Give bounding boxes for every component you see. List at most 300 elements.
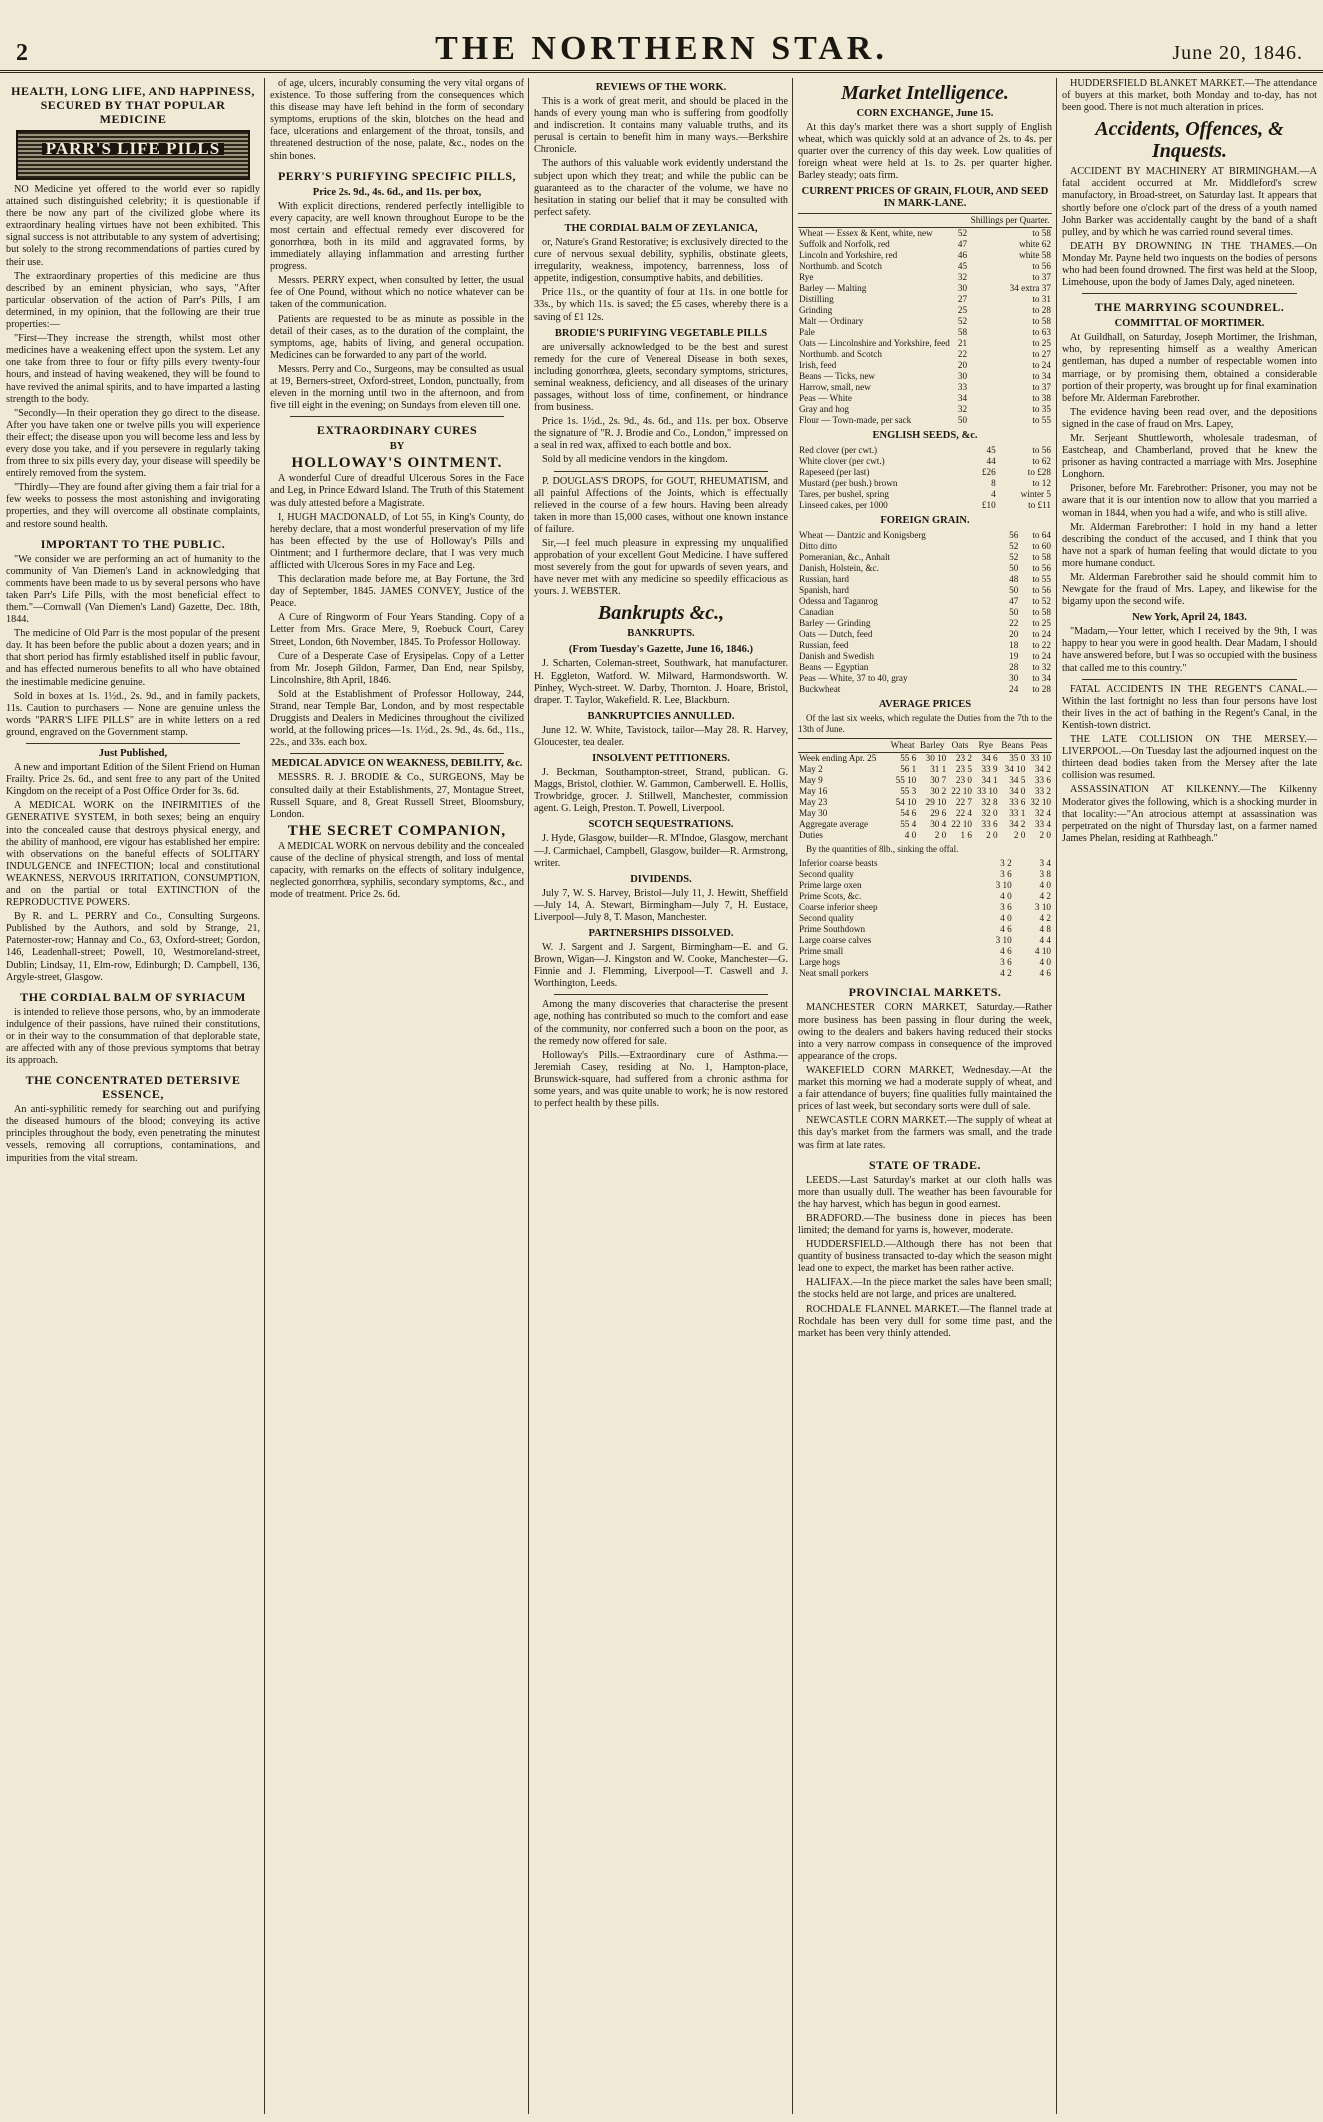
paragraph: J. Beckman, Southampton-street, Strand, publican. G. Maggs, Bristol, clothier. W. Gammon, Camberwell. E. Hollis, Trowbridge, grocer. J. Stillwell, Manchester, commission agent. G. Leigh, Preston. T. Powell, Liverpool. [534,767,788,815]
paragraph: ROCHDALE FLANNEL MARKET.—The flannel trade at Rochdale has been very dull for some time past, and the market has been very thinly attended. [798,1303,1052,1339]
table-row [798,819,1052,830]
table-cell: 3 4 [1039,858,1051,869]
table-cell: 56 [1009,530,1019,541]
table-cell: 3 10 [995,880,1012,891]
seed-prices-table [798,445,1052,511]
table-cell: Wheat — Dantzic and Konigsberg [799,530,926,541]
table-cell: Odessa and Taganrog [799,596,878,607]
table-cell: Coarse inferior sheep [799,902,878,913]
table-cell: to 25 [1032,618,1051,629]
paragraph: Of the last six weeks, which regulate the Duties from the 7th to the 13th of June. [798,713,1052,735]
table-cell: 33 6 [1009,797,1026,808]
table-row [798,404,1052,415]
table-cell: 32 [957,404,968,415]
table-cell: 34 2 [1009,819,1026,830]
table-cell: 20 [957,360,968,371]
section-subheading: BY [389,441,405,453]
table-cell: 58 [957,327,968,338]
table-cell: to 25 [1032,338,1051,349]
table-cell: to 62 [1032,456,1051,467]
table-cell: 50 [1009,563,1019,574]
section-heading: THE MARRYING SCOUNDREL. [1094,300,1285,315]
paragraph: P. DOUGLAS'S DROPS, for GOUT, RHEUMATISM, and all painful Affections of the Joints, which is effectually relieved in the course of a few hours. Having been already taken in more than 15,000 cases, without one known instance of failure. [534,475,788,535]
paragraph: The authors of this valuable work evidently understand the subject upon which they treat; and while the public can be guaranteed as to the character of the volume, we have no hesitation in stating our belief that it may be consulted with perfect safety. [534,158,788,218]
table-row [798,651,1052,662]
table-cell: 4 2 [1039,913,1051,924]
grain-prices-table [798,213,1052,426]
paragraph: LEEDS.—Last Saturday's market at our cloth halls was more than usually dull. The weather has been favourable for the hay harvest, which has begun in good earnest. [798,1174,1052,1210]
table-cell: 21 [957,338,968,349]
table-cell: Pale [799,327,815,338]
table-cell: 34 5 [1009,775,1026,786]
table-cell: to 56 [1032,563,1051,574]
table-row [798,775,1052,786]
paragraph: The medicine of Old Parr is the most popular of the present day. It has been before the public about a dozen years; and in that short period has firmly established itself in public favour, and has effected numerous benefits to all who have obtained the inestimable medicine genuine. [6,628,260,688]
table-cell: 34 6 [981,753,998,764]
table-cell: 28 [1009,662,1019,673]
table-cell: Beans — Ticks, new [799,371,876,382]
section-heading: THE CONCENTRATED DETERSIVE ESSENCE, [25,1073,241,1102]
section-heading: ENGLISH SEEDS, &c. [872,430,978,442]
table-row [798,902,1052,913]
table-cell: 55 3 [900,786,917,797]
table-cell: 33 6 [1034,775,1051,786]
table-cell: to 37 [1032,382,1051,393]
table-cell: 30 4 [930,819,947,830]
table-cell: 30 7 [930,775,947,786]
divider [1082,293,1297,294]
paragraph: BRADFORD.—The business done in pieces has been limited; the demand for yarns is, however, moderate. [798,1212,1052,1236]
paragraph: NEWCASTLE CORN MARKET.—The supply of wheat at this day's market from the farmers was small, and the trade was firm at late rates. [798,1115,1052,1151]
paragraph: July 7, W. S. Harvey, Bristol—July 11, J. Hewitt, Sheffield—July 14, A. Stewart, Birmingham—July 7, H. Eustace, Liverpool—July 8, T. Mason, Manchester. [534,887,788,923]
table-row [798,946,1052,957]
paragraph: Holloway's Pills.—Extraordinary cure of Asthma.—Jeremiah Casey, residing at No. 1, Hampton-place, Brunswick-square, had suffered from a chronic asthma for some years, and was quite unable to work; he is now restored to perfect health by these pills. [534,1049,788,1110]
table-cell: Week ending Apr. 25 [799,753,877,764]
section-heading: INSOLVENT PETITIONERS. [592,753,730,765]
paragraph: Sold by all medicine vendors in the kingdom. [542,454,728,466]
table-cell: Prime Southdown [799,924,866,935]
table-cell: 4 [991,489,996,500]
section-heading: THE CORDIAL BALM OF SYRIACUM [20,989,246,1004]
table-cell: to 55 [1032,574,1051,585]
table-row [798,316,1052,327]
paragraph: Sir,—I feel much pleasure in expressing my unqualified approbation of your excellent Gout Medicine. I have suffered most severely from the gout for upwards of seven years, and have never met with any medicine so speedily efficacious as yours. J. WEBSTER. [534,538,788,598]
table-row [798,673,1052,684]
paragraph: Messrs. Perry and Co., Surgeons, may be consulted as usual at 19, Berners-street, Oxford-street, London, punctually, from eleven in the morning until two in the afternoon, and from five till eight in the evening; on Sundays from eleven till one. [270,363,524,412]
table-cell: 23 5 [955,764,972,775]
table-row [798,478,1052,489]
section-heading: BANKRUPTS. [627,628,695,640]
paragraph: J. Hyde, Glasgow, builder—R. M'Indoe, Glasgow, merchant—J. Carmichael, Campbell, Glasgow, builder—R. Armstrong, writer. [534,833,788,869]
table-cell: 45 [957,261,968,272]
table-cell: 4 4 [1039,935,1051,946]
table-cell: to 22 [1032,640,1051,651]
table-row [798,574,1052,585]
table-row [798,563,1052,574]
table-row [798,305,1052,316]
paragraph: HUDDERSFIELD.—Although there has not been that quantity of business transacted to-day which the season might lead one to expect, the market has been rather active. [798,1239,1052,1275]
table-cell: 30 [957,283,968,294]
letter-dateline: New York, April 24, 1843. [1132,612,1247,624]
section-heading: AVERAGE PRICES [878,699,972,711]
table-cell: 31 1 [930,764,947,775]
column-rule [792,78,793,2114]
newspaper-title: THE NORTHERN STAR. [435,30,888,67]
parrs-life-pills-logo [16,130,250,180]
paragraph: WAKEFIELD CORN MARKET, Wednesday.—At the market this morning we had a moderate supply of wheat, and a fair attendance of buyers; fine qualities fully maintained the prices of last week, but secondary sorts were dull of sale. [798,1064,1052,1113]
table-row [798,261,1052,272]
table-cell: 33 10 [1030,753,1051,764]
table-row [798,445,1052,456]
table-cell: 50 [1009,585,1019,596]
table-row [798,272,1052,283]
table-cell: Mustard (per bush.) brown [799,478,898,489]
table-cell: 20 [1009,629,1019,640]
table-row [798,968,1052,979]
table-cell: Ditto ditto [799,541,838,552]
table-cell: 52 [1009,541,1019,552]
table-row [798,541,1052,552]
divider [1082,679,1297,680]
table-cell: Rye [799,272,814,283]
paragraph: "We consider we are performing an act of humanity to the community of Van Diemen's Land in acknowledging that comments have been made to us by several persons who have taken Parr's Life Pills, with the most beneficial effect to them."—Cornwall (Van Diemen's Land) Gazette, Dec. 18th, 1844. [6,553,260,626]
table-cell: 4 0 [1039,957,1051,968]
table-cell: to 28 [1032,305,1051,316]
table-row [798,500,1052,511]
column-3 [530,78,792,2114]
table-cell: 22 [957,349,968,360]
section-heading: PARTNERSHIPS DISSOLVED. [588,927,734,939]
table-row [798,629,1052,640]
table-cell: Oats — Dutch, feed [799,629,873,640]
table-cell: 4 2 [1000,968,1012,979]
paragraph: With explicit directions, rendered perfectly intelligible to every capacity, are well known throughout Europe to be the most certain and effectual remedy ever discovered for gonorrhœa, both in its mild and aggravated forms, by immediately allaying inflammation and arresting further progress. [270,200,524,273]
table-cell: to 12 [1032,478,1051,489]
paragraph: MANCHESTER CORN MARKET, Saturday.—Rather more business has been passing in flour during the week, owing to the dealers and bakers having reduced their stocks into a very narrow compass in consequence of the improved appearance of the crops. [798,1002,1052,1062]
table-cell: Red clover (per cwt.) [799,445,878,456]
table-cell: 30 2 [930,786,947,797]
table-cell: 25 [957,305,968,316]
paragraph: MESSRS. R. J. BRODIE & Co., SURGEONS, May be consulted daily at their Establishments, 27, Montague Street, Russell Square, and 8, Great Russell Street, Bloomsbury, London. [270,772,524,820]
table-cell: 3 2 [1000,858,1012,869]
table-row [798,250,1052,261]
table-cell: 29 10 [925,797,947,808]
table-cell: 34 extra 37 [1009,283,1051,294]
table-row [798,239,1052,250]
table-cell: 27 [957,294,968,305]
table-row [798,327,1052,338]
paragraph: Mr. Alderman Farebrother said he should commit him to Newgate for the fraud of Mrs. Lapey, and likewise for the bigamy upon the second wife. [1062,572,1317,608]
table-cell: to 31 [1032,294,1051,305]
table-cell: 4 6 [1039,968,1051,979]
paragraph: "Thirdly—They are found after giving them a fair trial for a few weeks to possess the most astonishing and invigorating properties, and they will overcome all obstinate complaints, and restore sound health. [6,482,260,530]
table-cell: to 58 [1032,228,1051,239]
table-cell: 4 0 [1000,913,1012,924]
table-cell: 34 1 [981,775,998,786]
table-cell: Lincoln and Yorkshire, red [799,250,898,261]
table-row [798,371,1052,382]
table-cell: 32 4 [1034,808,1051,819]
table-cell: 55 4 [900,819,917,830]
market-heading: Market Intelligence. [841,82,1009,104]
table-cell: Second quality [799,913,854,924]
paragraph: Cure of a Desperate Case of Erysipelas. Copy of a Letter from Mr. Joseph Gildon, Farmer, Dan End, near Spilsby, Lincolnshire, 8th April, 1846. [270,650,524,686]
paragraph: or, Nature's Grand Restorative; is exclusively directed to the cure of nervous sexual debility, syphilis, obstinate gleets, irregularity, weakness, impotency, barrenness, loss of appetite, indigestion, consumptive habits, and debilities. [534,236,788,285]
table-cell: 22 4 [955,808,972,819]
foreign-grain-table [798,530,1052,695]
table-cell: 2 0 [1013,830,1026,841]
section-heading: SCOTCH SEQUESTRATIONS. [588,819,734,831]
table-cell: 30 10 [925,753,947,764]
table-cell: 22 10 [951,786,972,797]
table-cell: 47 [1009,596,1019,607]
table-cell: May 30 [799,808,828,819]
table-row [798,880,1052,891]
section-heading: REVIEWS OF THE WORK. [595,82,727,93]
table-row [798,349,1052,360]
table-row [798,294,1052,305]
bankrupts-heading: Bankrupts &c., [597,602,725,625]
section-heading: DIVIDENDS. [630,873,692,885]
table-cell: Russian, feed [799,640,849,651]
column-rule [1056,78,1057,2114]
table-row [798,552,1052,563]
table-cell: Pomeranian, &c., Anhalt [799,552,891,563]
table-cell: Peas — White, 37 to 40, gray [799,673,908,684]
paragraph: "First—They increase the strength, whilst most other medicines have a weakening effect upon the system. Let any one take from three to four or fifty pills every twenty-four hours, and instead of having weakened, they will be found to have revived the animal spirits, and to have imparted a lasting strength to the body. [6,333,260,405]
section-subheading: COMMITTAL OF MORTIMER. [1114,318,1265,330]
table-cell: white 62 [1019,239,1051,250]
section-heading: Just Published, [98,748,168,760]
column-4 [794,78,1056,2114]
column-rule [264,78,265,2114]
table-header-cell: Peas [1026,739,1052,753]
table-row [798,891,1052,902]
table-cell: 35 0 [1009,753,1026,764]
section-heading: FOREIGN GRAIN. [880,515,970,527]
table-cell: 34 2 [1034,764,1051,775]
table-cell: Large coarse calves [799,935,872,946]
table-cell: 1 6 [960,830,972,841]
table-header-cell [798,214,957,228]
paragraph: ACCIDENT BY MACHINERY AT BIRMINGHAM.—A fatal accident occurred at Mr. Middleford's screw manufactory, in Broad-street, on Saturday last. It appears that shortly before one o'clock part of the dress of a youth named John Barker was accidentally caught by the band of a shaft pulley, and by which he was carried round several times. [1062,166,1317,238]
issue-date: June 20, 1846. [1172,42,1303,64]
table-cell: 33 6 [981,819,998,830]
table-cell: 33 4 [1034,819,1051,830]
table-cell: 4 0 [1039,880,1051,891]
table-cell: to 58 [1032,607,1051,618]
holloway-heading: HOLLOWAY'S OINTMENT. [291,455,503,472]
table-cell: to 58 [1032,552,1051,563]
table-cell: Prime large oxen [799,880,862,891]
paragraph: This declaration made before me, at Bay Fortune, the 3rd day of September, 1845. JAMES CONVEY, Justice of the Peace. [270,574,524,610]
table-cell: 19 [1009,651,1019,662]
table-row [798,607,1052,618]
table-cell: £26 [981,467,996,478]
paragraph: Mr. Alderman Farebrother: I hold in my hand a letter describing the conduct of the accused, and I think that you have not a spark of human feeling that would dictate to you more humane conduct. [1062,521,1317,569]
table-row [798,283,1052,294]
table-cell: 3 6 [1000,902,1012,913]
table-cell: 55 6 [900,753,917,764]
paragraph: "Secondly—In their operation they go direct to the disease. After you have taken one or twelve pills you will experience their effect; the disease upon you will become less and less by every dose you take, and if you persevere in regularly taking from three to six pills every day, your disease will speedily be entirely removed from the system. [6,407,260,480]
paragraph: HUDDERSFIELD BLANKET MARKET.—The attendance of buyers at this market, both Monday and to-day, has not been good. There is not much alteration in prices. [1062,78,1317,114]
table-cell: to 24 [1032,360,1051,371]
table-cell: 50 [957,415,968,426]
table-cell: 18 [1009,640,1019,651]
table-cell: to 56 [1032,261,1051,272]
table-cell: Oats — Lincolnshire and Yorkshire, feed [799,338,950,349]
table-cell: Buckwheat [799,684,841,695]
table-cell: winter 5 [1020,489,1051,500]
paragraph: ASSASSINATION AT KILKENNY.—The Kilkenny Moderator gives the following, which is a shocking murder in that locality:—"An atrocious attempt at assassination was perpetrated on the night of Thursday last, on a farmer named James Phelan, residing at Rathbeagh." [1062,784,1317,844]
table-cell: 4 8 [1039,924,1051,935]
table-header-cell: Wheat [888,739,917,753]
paragraph: NO Medicine yet offered to the world ever so rapidly attained such distinguished celebrity; it is questionable if there be now any part of the civilized globe where its extraordinary healing virtues have not been exhibited. This signal success is not attributable to any system of advertising; but solely to the strong recommendations of parties cured by their use. [6,184,260,268]
table-cell: 22 7 [955,797,972,808]
table-cell: 44 [986,456,996,467]
table-row [798,415,1052,426]
section-heading: CORN EXCHANGE, June 15. [856,108,994,119]
paragraph: of age, ulcers, incurably consuming the very vital organs of existence. To those suffering from the consequences which this disease may have left behind in the form of secondary symptoms, eruptions of the skin, blotches on the head and face, ulcerations and enlargement of the throat, tonsils, and threatened destruction of the nose, palate, &c., nodes on the shin bones. [270,78,524,162]
paragraph: HALIFAX.—In the piece market the sales have been small; the stocks held are not large, and prices are unaltered. [798,1277,1052,1301]
table-cell: 24 [1009,684,1019,695]
table-row [798,808,1052,819]
table-cell: to 64 [1032,530,1051,541]
paragraph: Among the many discoveries that characterise the present age, nothing has contributed so much to the comfort and ease of the community, nor conferred such a boon on the poor, as the remedy now offered for sale. [534,999,788,1047]
table-row [798,393,1052,404]
table-cell: to 60 [1032,541,1051,552]
table-cell: Peas — White [799,393,852,404]
table-row [798,786,1052,797]
table-cell: to 56 [1032,445,1051,456]
table-cell: Malt — Ordinary [799,316,864,327]
table-cell: 2 0 [934,830,947,841]
table-header-cell [798,739,888,753]
table-cell: Danish, Holstein, &c. [799,563,879,574]
paragraph: "Madam,—Your letter, which I received by the 9th, I was happy to hear you were in good health. Dear Madam, I should have answered before, but I was so occupied with the business that called me to this country." [1062,626,1317,674]
paragraph: By R. and L. PERRY and Co., Consulting Surgeons. Published by the Authors, and sold by Strange, 21, Paternoster-row; Hannay and Co., 63, Oxford-street; Gordon, 146, Leadenhall-street; Powell, 10, Westmoreland-street, Dublin; Lindsay, 11, Elm-row, Edinburgh; D. Campbell, 136, Argyle-street, Glasgow. [6,911,260,983]
table-cell: 45 [986,445,996,456]
section-heading: STATE OF TRADE. [868,1157,982,1172]
table-cell: 52 [1009,552,1019,563]
logo-text: PARR'S LIFE PILLS [42,143,224,155]
table-cell: Duties [799,830,823,841]
table-cell: Distilling [799,294,834,305]
table-cell: 32 10 [1030,797,1051,808]
table-row [798,753,1052,765]
table-row [798,662,1052,673]
table-cell: 33 2 [1034,786,1051,797]
table-cell: White clover (per cwt.) [799,456,885,467]
table-cell: Northumb. and Scotch [799,261,882,272]
table-cell: 46 [957,250,968,261]
paragraph: THE LATE COLLISION ON THE MERSEY.—LIVERPOOL.—On Tuesday last the adjourned inquest on the thirteen dead bodies taken from the Mersey after the late collision was resumed. [1062,734,1317,782]
divider [26,743,240,744]
table-cell: Large hogs [799,957,840,968]
paragraph: I, HUGH MACDONALD, of Lot 55, in King's County, do hereby declare, that a most wonderful preservation of my life has been effected by the use of Holloway's Pills and Ointment; and I furthermore declare, that I was very much afflicted with Ulcerous Sores in my Face and Leg. [270,511,524,571]
table-cell: 3 8 [1039,869,1051,880]
table-cell: Prime small [799,946,844,957]
table-cell: Grinding [799,305,833,316]
table-cell: Prime Scots, &c. [799,891,862,902]
table-cell: 47 [957,239,968,250]
table-cell: 54 6 [900,808,917,819]
table-cell: Beans — Egyptian [799,662,869,673]
column-2 [266,78,528,2114]
secret-companion-heading: THE SECRET COMPANION, [287,822,507,839]
paragraph: Sold at the Establishment of Professor Holloway, 244, Strand, near Temple Bar, London, and by most respectable Druggists and Dealers in Medicines throughout the civilized world, at the following prices—1s. 1½d., 2s. 9d., 4s. 6d., 11s., 22s., and 33s. each box. [270,688,524,749]
table-cell: May 9 [799,775,823,786]
table-cell: 33 10 [976,786,998,797]
table-cell: 23 2 [955,753,972,764]
paragraph: J. Scharten, Coleman-street, Southwark, hat manufacturer. H. Eggleton, Watford. W. Milward, Harmondsworth. W. Pinhey, Wych-street. W. Darby, Thornton. J. Hoare, Bristol, draper. T. Taylor, Wakefield. R. Lee, Blackburn. [534,658,788,706]
paragraph: At this day's market there was a short supply of English wheat, which was quickly sold at an advance of 2s. to 4s. per quarter over the currency of this day week. Low qualities of foreign wheat were held at 1s. to 2s. per quarter higher. Barley steady; oats firm. [798,122,1052,182]
section-heading: BANKRUPTCIES ANNULLED. [587,710,735,722]
table-cell: 34 0 [1009,786,1026,797]
section-heading: CURRENT PRICES OF GRAIN, FLOUR, AND SEED IN MARK-LANE. [801,186,1049,210]
section-heading: MEDICAL ADVICE ON WEAKNESS, DEBILITY, &c. [271,758,523,770]
table-cell: 32 0 [981,808,998,819]
table-cell: May 2 [799,764,823,775]
paragraph: The evidence having been read over, and the depositions signed in the case of fraud on Mrs. Lapey, [1062,406,1317,430]
paragraph: A new and important Edition of the Silent Friend on Human Frailty. Price 2s. 6d., and sent free to any part of the United Kingdom on the receipt of a Post Office Order for 3s. 6d. [6,762,260,798]
table-cell: 22 [1009,618,1019,629]
table-cell: 2 0 [1039,830,1051,841]
divider [290,416,504,417]
table-cell: 4 10 [1034,946,1051,957]
section-heading: THE CORDIAL BALM OF ZEYLANICA, [564,222,758,234]
paragraph: A MEDICAL WORK on nervous debility and the concealed cause of the decline of physical strength, and loss of mental capacity, with remarks on the effects of solitary indulgence, neglected gonorrhœa, syphilis, secondary symptoms, &c., and mode of treatment. Price 2s. 6d. [270,840,524,901]
table-cell: 23 0 [955,775,972,786]
table-cell: 54 10 [895,797,917,808]
table-cell: 4 2 [1039,891,1051,902]
paragraph: Messrs. PERRY expect, when consulted by letter, the usual fee of One Pound, without which no notice whatever can be taken of the communication. [270,275,524,311]
table-header-cell [957,214,969,228]
table-row [798,924,1052,935]
table-cell: 4 6 [1000,946,1012,957]
paragraph: The extraordinary properties of this medicine are thus described by an eminent physician, who says, "After particular observation of the action of Parr's Pills, I am determined, in my opinion, that the following are their true properties:— [6,270,260,331]
table-cell: to 52 [1032,596,1051,607]
table-cell: Wheat — Essex & Kent, white, new [799,228,933,239]
table-row [798,797,1052,808]
paragraph: Sold in boxes at 1s. 1½d., 2s. 9d., and in family packets, 11s. Caution to purchasers — None are genuine unless the words "PARR'S LIFE PILLS" are in white letters on a red ground, engraved on the Government stamp. [6,690,260,738]
table-cell: to 56 [1032,585,1051,596]
average-prices-table [798,738,1052,841]
table-cell: 55 10 [895,775,917,786]
table-row [798,382,1052,393]
paragraph: A Cure of Ringworm of Four Years Standing. Copy of a Letter from Mrs. Grace Mere, 9, Roebuck Court, Carey Street, London, 6th November, 1845. To Professor Holloway. [270,612,524,648]
table-cell: Canadian [799,607,834,618]
table-cell: to £11 [1028,500,1051,511]
cattle-prices-table [798,858,1052,979]
table-cell: 3 6 [1000,957,1012,968]
page-number: 2 [16,40,28,66]
table-row [798,764,1052,775]
table-cell: Tares, per bushel, spring [799,489,889,500]
ad-header: HEALTH, LONG LIFE, AND HAPPINESS, SECURED BY THAT POPULAR MEDICINE [11,84,255,126]
table-cell: Harrow, small, new [799,382,871,393]
table-row [798,596,1052,607]
table-cell: Danish and Swedish [799,651,875,662]
paragraph: Mr. Serjeant Shuttleworth, wholesale tradesman, of Eastcheap, and Chamberland, proved that he knew the prisoner as having contracted a marriage with Mrs. Josephine Longhorn. [1062,432,1317,481]
table-row [798,360,1052,371]
column-rule [528,78,529,2114]
table-cell: 56 1 [900,764,917,775]
table-cell: Irish, feed [799,360,837,371]
table-row [798,467,1052,478]
table-cell: 30 [957,371,968,382]
table-row [798,830,1052,841]
